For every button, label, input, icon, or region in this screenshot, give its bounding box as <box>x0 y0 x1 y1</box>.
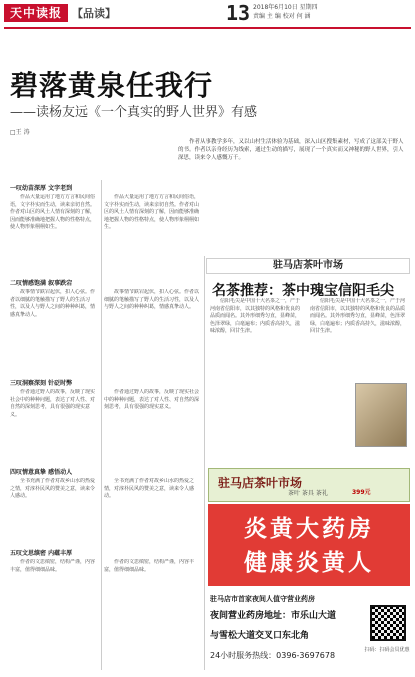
ad-store-title: 驻马店茶叶市场 <box>206 258 410 274</box>
section-text: 作品大量运用了地方方言和民间俗语，文字朴实而生动，读来亲切自然。作者对山区的风土人情有深刻的了解，因而能够准确地把握人物的性格特点，使人物形象栩栩如生。 <box>10 194 96 230</box>
banner-title: 驻马店茶叶市场 <box>218 476 303 490</box>
section-heading: 四叹情意真挚 感悟动人 <box>10 469 73 476</box>
article-subhead: ——读杨友远《一个真实的野人世界》有感 <box>10 105 258 120</box>
ad-body: 信阳毛尖是中国十大名茶之一，产于河南省信阳市，以其独特的风格和优良的品质而闻名。其外形细秀匀直，显峰苗，色泽翠绿，白毫遍布；内质香高持久，滋味浓醇，回甘生津。 <box>310 298 406 334</box>
section-heading: 一叹幼苗深厚 文字老到 <box>10 185 73 192</box>
ad-headline: 名茶推荐：茶中瑰宝信阳毛尖 <box>212 283 394 299</box>
banner-price: 399元 <box>352 489 371 496</box>
dateline <box>253 3 318 21</box>
ad-body: 信阳毛尖是中国十大名茶之一，产于河南省信阳市，以其独特的风格和优良的品质而闻名。其外形细秀匀直，显峰苗，色泽翠绿，白毫遍布；内质香高持久，滋味浓醇，回甘生津。 <box>210 298 301 334</box>
article-byline: □王 涛 <box>10 129 30 136</box>
dateline-date: 2018年6月10日 星期四 <box>253 4 318 11</box>
column-divider <box>101 180 102 670</box>
section-text: 故事情节跌宕起伏，扣人心弦。作者以细腻的笔触描写了野人的生活习性，以及人与野人之间的种种纠葛，情感真挚动人。 <box>10 289 96 318</box>
section-label: 【品读】 <box>72 7 116 20</box>
section-text: 作者通过野人的故事，反映了现实社会中的种种问题，表达了对人性、对自然的深刻思考，具有很强的现实意义。 <box>104 389 200 410</box>
pharmacy-slogan: 健康炎黄人 <box>244 549 374 576</box>
banner-subtitle: 茶叶 茶具 茶礼 <box>288 490 328 497</box>
masthead-rule <box>4 27 411 29</box>
article-headline: 碧落黄泉任我行 <box>10 69 214 102</box>
qr-code-label: 扫码：扫码会员优惠 <box>364 647 410 653</box>
section-heading: 三叹洞察深刻 针砭时弊 <box>10 380 73 387</box>
dateline-editors: 责编 主 编 校对 何 涵 <box>253 13 311 20</box>
section-text: 作者通过野人的故事，反映了现实社会中的种种问题，表达了对人性、对自然的深刻思考，具有很强的现实意义。 <box>10 389 96 418</box>
section-heading: 五叹文思缜密 内蕴丰厚 <box>10 550 73 557</box>
section-text: 全书充满了作者对故乡山水的热爱之情，对淳朴民风的赞美之意，读来令人感动。 <box>104 478 195 499</box>
pharmacy-tagline: 驻马店市首家夜间人值守营业药房 <box>210 595 315 603</box>
article-intro: 作者从事教学多年，又以山村生活体验为基础，深入山区搜集素材，写成了这部关于野人的书。作者以亲身经历为线索，通过生动的描写，展现了一个真实而又神秘的野人世界，引人深思，读来令人感慨万千。 <box>178 139 404 161</box>
pharmacy-address-1: 夜间营业药房地址：市乐山大道 <box>210 611 337 621</box>
section-text: 作者的文思缜密，结构严谨，内容丰富，值得细细品味。 <box>10 559 96 573</box>
section-text: 全书充满了作者对故乡山水的热爱之情，对淳朴民风的赞美之意，读来令人感动。 <box>10 478 96 499</box>
column-divider <box>204 256 205 670</box>
section-heading: 二叹情感饱满 叙事跌宕 <box>10 280 73 287</box>
qr-code-icon[interactable] <box>370 605 406 641</box>
newspaper-logo: 天中读报 <box>4 4 68 22</box>
tea-photo <box>355 383 407 447</box>
section-text: 作者的文思缜密，结构严谨，内容丰富，值得细细品味。 <box>104 559 195 573</box>
section-text: 故事情节跌宕起伏，扣人心弦。作者以细腻的笔触描写了野人的生活习性，以及人与野人之间的种种纠葛，情感真挚动人。 <box>104 289 200 310</box>
page-number: 13 <box>226 1 251 25</box>
pharmacy-address-2: 与雪松大道交叉口东北角 <box>210 631 310 641</box>
masthead <box>0 0 415 30</box>
section-text: 作品大量运用了地方方言和民间俗语，文字朴实而生动，读来亲切自然。作者对山区的风土人情有深刻的了解，因而能够准确地把握人物的性格特点，使人物形象栩栩如生。 <box>104 194 200 230</box>
pharmacy-hotline: 24小时服务热线：0396-3697678 <box>210 651 336 660</box>
pharmacy-name: 炎黄大药房 <box>244 515 374 542</box>
